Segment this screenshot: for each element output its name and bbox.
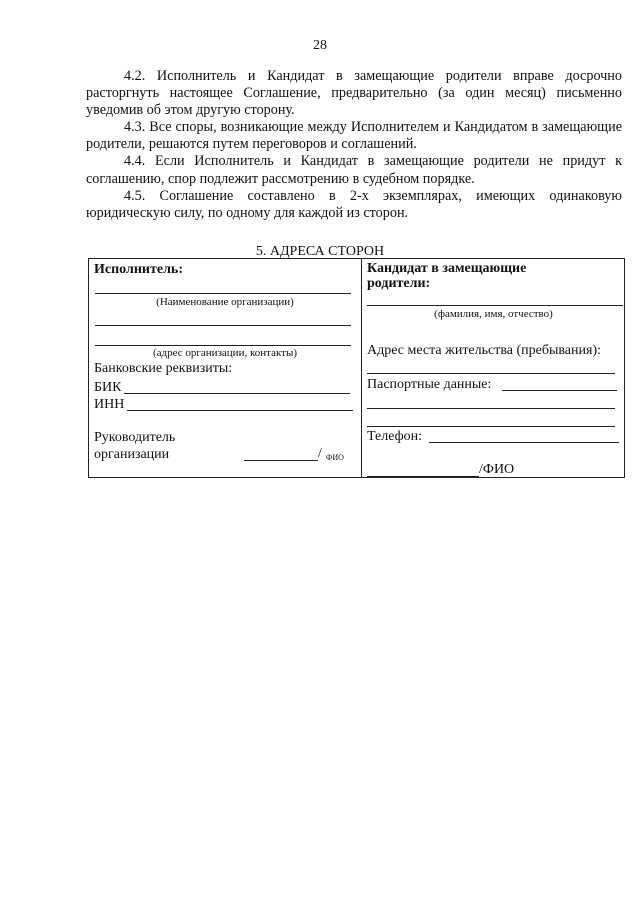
phone-field[interactable] — [429, 442, 619, 443]
candidate-name-caption: (фамилия, имя, отчество) — [434, 308, 553, 320]
addresses-table — [88, 258, 625, 478]
section-title: 5. АДРЕСА СТОРОН — [255, 244, 385, 259]
passport-field-line-3[interactable] — [367, 426, 615, 427]
inn-label: ИНН — [94, 397, 125, 412]
clause-4-5: 4.5. Соглашение составлено в 2-х экземплярах, имеющих одинаковую юридическую силу, по одному для каждой из сторон. — [86, 187, 622, 221]
candidate-signature-line[interactable] — [367, 476, 479, 477]
phone-label: Телефон: — [367, 429, 423, 444]
residence-field[interactable] — [367, 373, 615, 374]
column-divider — [361, 259, 362, 477]
agreement-clauses — [86, 68, 622, 222]
clause-4-4: 4.4. Если Исполнитель и Кандидат в замещающие родители не придут к соглашению, спор подлежит рассмотрению в судебном порядке. — [86, 153, 622, 187]
head-label-line2: организации — [94, 447, 170, 462]
org-address-line-2[interactable] — [95, 345, 351, 346]
clause-4-3: 4.3. Все споры, возникающие между Исполнителем и Кандидатом в замещающие родители, решаются путем переговоров и соглашений. — [86, 119, 622, 153]
head-label-line1: Руководитель — [94, 430, 176, 445]
head-signature-slash: / — [318, 446, 322, 461]
head-signature-line[interactable] — [244, 460, 318, 461]
executor-heading: Исполнитель: — [94, 262, 183, 277]
org-address-caption: (адрес организации, контакты) — [152, 347, 298, 359]
candidate-heading-line1: Кандидат в замещающие — [367, 261, 527, 276]
org-address-line-1[interactable] — [95, 325, 351, 326]
org-name-line[interactable] — [95, 293, 351, 294]
passport-field[interactable] — [502, 390, 617, 391]
inn-field[interactable] — [127, 410, 353, 411]
bank-details-label: Банковские реквизиты: — [94, 361, 233, 376]
passport-field-line-2[interactable] — [367, 408, 615, 409]
bik-field[interactable] — [124, 393, 350, 394]
bik-label: БИК — [94, 380, 122, 395]
candidate-signature-fio: /ФИО — [479, 462, 515, 477]
candidate-heading-line2: родители: — [367, 276, 431, 291]
passport-label: Паспортные данные: — [367, 377, 492, 392]
candidate-name-line[interactable] — [367, 305, 623, 306]
residence-label: Адрес места жительства (пребывания): — [367, 343, 602, 358]
org-name-caption: (Наименование организации) — [156, 296, 294, 308]
head-fio-caption: ФИО — [326, 453, 344, 462]
page-number: 28 — [313, 38, 327, 53]
clause-4-2: 4.2. Исполнитель и Кандидат в замещающие родители вправе досрочно расторгнуть настоящее Соглашение, предварительно (за один месяц) письменно уведомив об этом другую сторону. — [86, 68, 622, 119]
